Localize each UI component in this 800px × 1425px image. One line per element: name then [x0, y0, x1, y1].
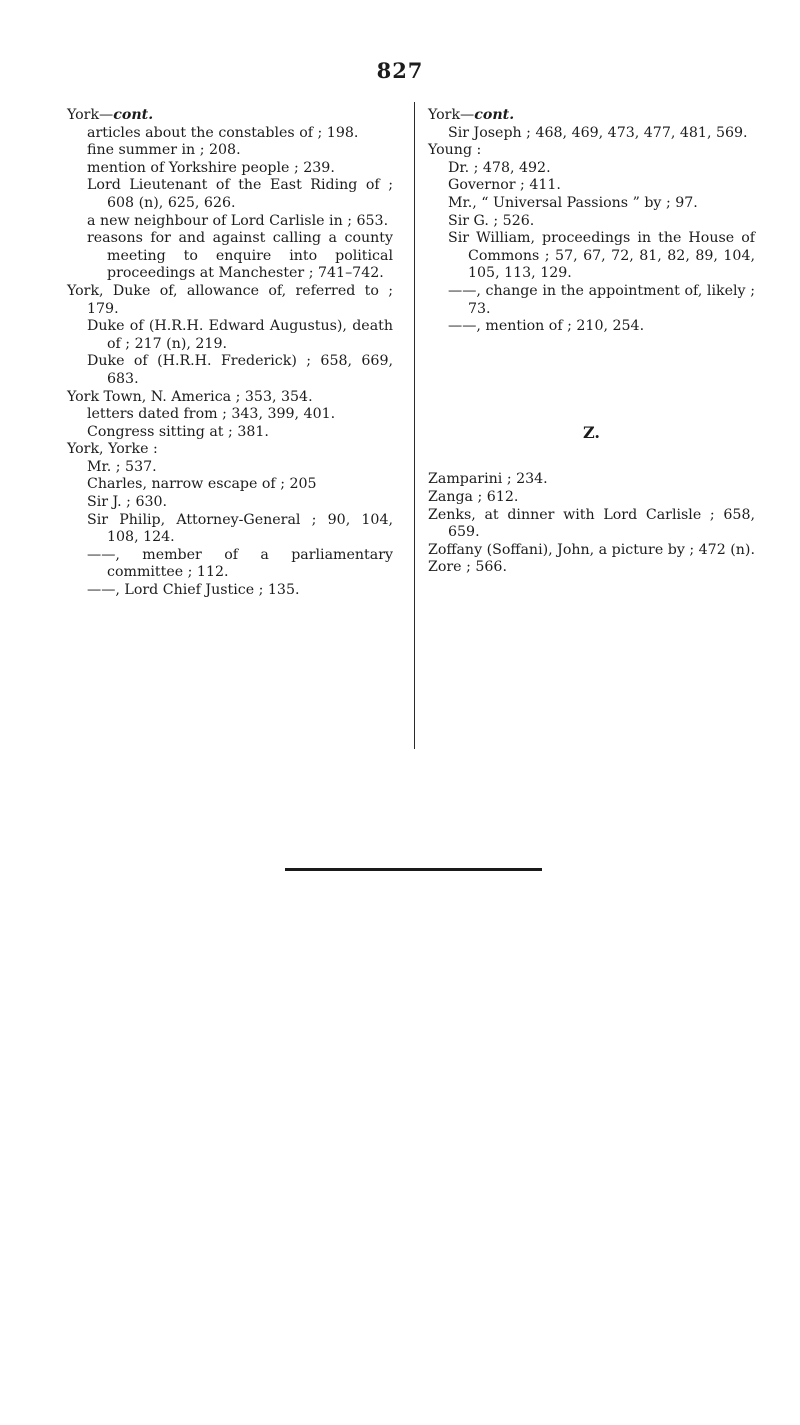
- index-subentry: reasons for and against calling a county meeting to enquire into political proceedings at Manchester ; 741–742.: [87, 230, 393, 282]
- index-subentry: Duke of (H.R.H. Edward Augustus), death of ; 217 (n), 219.: [87, 318, 393, 352]
- index-subentry: Sir Philip, Attorney-General ; 90, 104, 108, 124.: [87, 511, 393, 546]
- index-entry: Young :: [428, 142, 482, 159]
- index-subentry: Mr. ; 537.: [87, 458, 157, 475]
- index-subentry: mention of Yorkshire people ; 239.: [87, 159, 335, 176]
- index-subentry: Duke of (H.R.H. Frederick) ; 658, 669, 683.: [87, 353, 393, 387]
- index-subentry: ——, Lord Chief Justice ; 135.: [87, 582, 300, 599]
- index-subentry: ——, member of a parliamentary committee ; 112.: [87, 546, 393, 581]
- page-number: 827: [376, 58, 424, 83]
- index-subentry: a new neighbour of Lord Carlisle in ; 653.: [87, 212, 389, 229]
- bottom-rule: [285, 868, 542, 871]
- left-column: [67, 107, 393, 600]
- index-entry: Zamparini ; 234.: [428, 471, 548, 488]
- index-subentry: Mr., “ Universal Passions ” by ; 97.: [448, 194, 698, 211]
- index-entry: York Town, N. America ; 353, 354.: [67, 388, 313, 405]
- index-subentry: Sir J. ; 630.: [87, 494, 168, 511]
- index-subentry: ——, mention of ; 210, 254.: [448, 318, 645, 335]
- index-entry: York, Duke of, allowance of, referred to ; 179.: [67, 282, 393, 317]
- index-entry: York, Yorke :: [67, 441, 158, 458]
- index-subentry: Sir G. ; 526.: [448, 212, 535, 229]
- heading-cont: cont.: [113, 107, 154, 123]
- heading-text: York—: [67, 107, 114, 123]
- index-entry: Zenks, at dinner with Lord Carlisle ; 658, 659.: [428, 506, 755, 541]
- heading-cont: cont.: [474, 107, 515, 123]
- index-subentry: Sir Joseph ; 468, 469, 473, 477, 481, 569.: [448, 124, 748, 141]
- index-subentry: fine summer in ; 208.: [87, 142, 241, 159]
- heading-text: York—: [428, 107, 475, 123]
- index-subentry: Governor ; 411.: [448, 177, 561, 194]
- index-subentry: Congress sitting at ; 381.: [87, 423, 269, 440]
- index-entry: Zoffany (Soffani), John, a picture by ; 472 (n).: [428, 541, 755, 558]
- index-heading: [428, 107, 755, 125]
- index-entry: Zanga ; 612.: [428, 488, 519, 505]
- index-subentry: Sir William, proceedings in the House of Commons ; 57, 67, 72, 81, 82, 89, 104, 105, 113, 129.: [448, 230, 755, 282]
- index-subentry: ——, change in the appointment of, likely ; 73.: [448, 282, 755, 317]
- letter-heading: Z.: [583, 422, 600, 442]
- index-subentry: letters dated from ; 343, 399, 401.: [87, 406, 336, 423]
- index-heading: [67, 107, 393, 125]
- index-subentry: Dr. ; 478, 492.: [448, 159, 551, 176]
- index-subentry: Charles, narrow escape of ; 205: [87, 476, 317, 493]
- index-subentry: articles about the constables of ; 198.: [87, 124, 359, 141]
- index-subentry: Lord Lieutenant of the East Riding of ; 608 (n), 625, 626.: [87, 177, 393, 211]
- column-divider: [414, 102, 415, 749]
- index-entry: Zore ; 566.: [428, 559, 507, 576]
- right-column: [428, 107, 755, 577]
